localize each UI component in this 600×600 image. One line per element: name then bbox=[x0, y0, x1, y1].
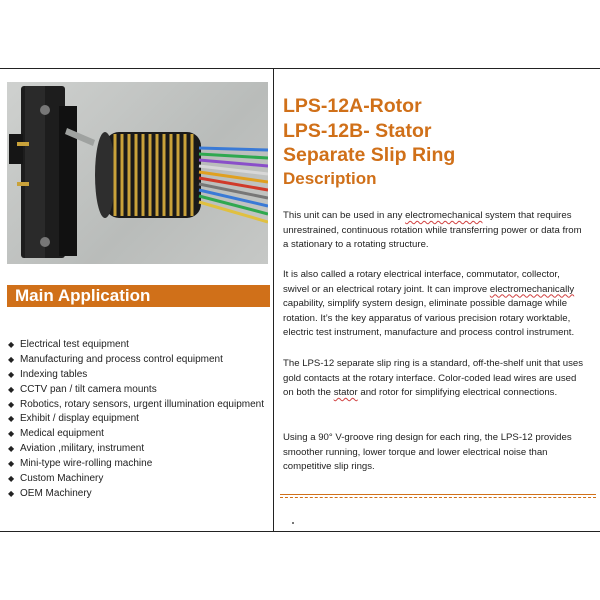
product-photo bbox=[7, 82, 268, 264]
list-item: ◆ Custom Machinery bbox=[8, 472, 264, 487]
diamond-bullet-icon: ◆ bbox=[8, 459, 15, 469]
list-item: ◆ OEM Machinery bbox=[8, 487, 264, 502]
title-line: Separate Slip Ring bbox=[283, 144, 456, 166]
application-list bbox=[8, 338, 264, 502]
list-item: ◆ Electrical test equipment bbox=[8, 338, 264, 353]
list-item: ◆ CCTV pan / tilt camera mounts bbox=[8, 383, 264, 398]
list-item: ◆ Exhibit / display equipment bbox=[8, 412, 264, 427]
diamond-bullet-icon: ◆ bbox=[8, 354, 15, 364]
diamond-bullet-icon: ◆ bbox=[8, 488, 15, 498]
description-paragraph: It is also called a rotary electrical interface, commutator, collector, swivel or an electrical rotary joint. It can improve electromechanically capability, simplify system design, eliminate possible damage while rotation. It’s the key apparatus of various precision rotary worktable, electric test instrument, manufacture and process control instrument. bbox=[283, 269, 575, 339]
list-item: ◆ Mini-type wire-rolling machine bbox=[8, 457, 264, 472]
section-rule bbox=[280, 494, 596, 495]
title-line: LPS-12B- Stator bbox=[283, 119, 432, 142]
description-paragraph: Using a 90° V-groove ring design for each ring, the LPS-12 provides smoother running, lower torque and lower electrical noise than competitive slip rings. bbox=[283, 432, 572, 473]
description-paragraph: This unit can be used in any electromechanical system that requires unrestrained, continuous rotation while transferring power or data from a stationary to a rotating structure. bbox=[283, 210, 582, 251]
section-rule bbox=[280, 497, 596, 498]
main-application-heading: Main Application bbox=[7, 285, 270, 307]
list-item: ◆ Medical equipment bbox=[8, 427, 264, 442]
diamond-bullet-icon: ◆ bbox=[8, 384, 15, 394]
slip-ring-image bbox=[7, 82, 268, 264]
diamond-bullet-icon: ◆ bbox=[8, 444, 15, 454]
diamond-bullet-icon: ◆ bbox=[8, 474, 15, 484]
description-paragraph: The LPS-12 separate slip ring is a standard, off-the-shelf unit that uses gold contacts at the rotary interface. Color-coded lead wires are used on both the stator and rotor for simplifying electrical connections. bbox=[283, 358, 584, 399]
list-item: ◆ Indexing tables bbox=[8, 368, 264, 383]
diamond-bullet-icon: ◆ bbox=[8, 429, 15, 439]
diamond-bullet-icon: ◆ bbox=[8, 340, 15, 349]
diamond-bullet-icon: ◆ bbox=[8, 369, 15, 379]
diamond-bullet-icon: ◆ bbox=[8, 414, 15, 424]
list-item: ◆ Robotics, rotary sensors, urgent illumination equipment bbox=[8, 398, 264, 413]
description-heading: Description bbox=[283, 168, 377, 188]
list-item: ◆ Aviation ,military, instrument bbox=[8, 442, 264, 457]
list-item: ◆ Manufacturing and process control equipment bbox=[8, 353, 264, 368]
diamond-bullet-icon: ◆ bbox=[8, 399, 15, 409]
title-line: LPS-12A-Rotor bbox=[283, 95, 422, 117]
dot-mark bbox=[292, 522, 294, 524]
column-divider bbox=[273, 68, 274, 532]
product-title bbox=[283, 94, 455, 189]
